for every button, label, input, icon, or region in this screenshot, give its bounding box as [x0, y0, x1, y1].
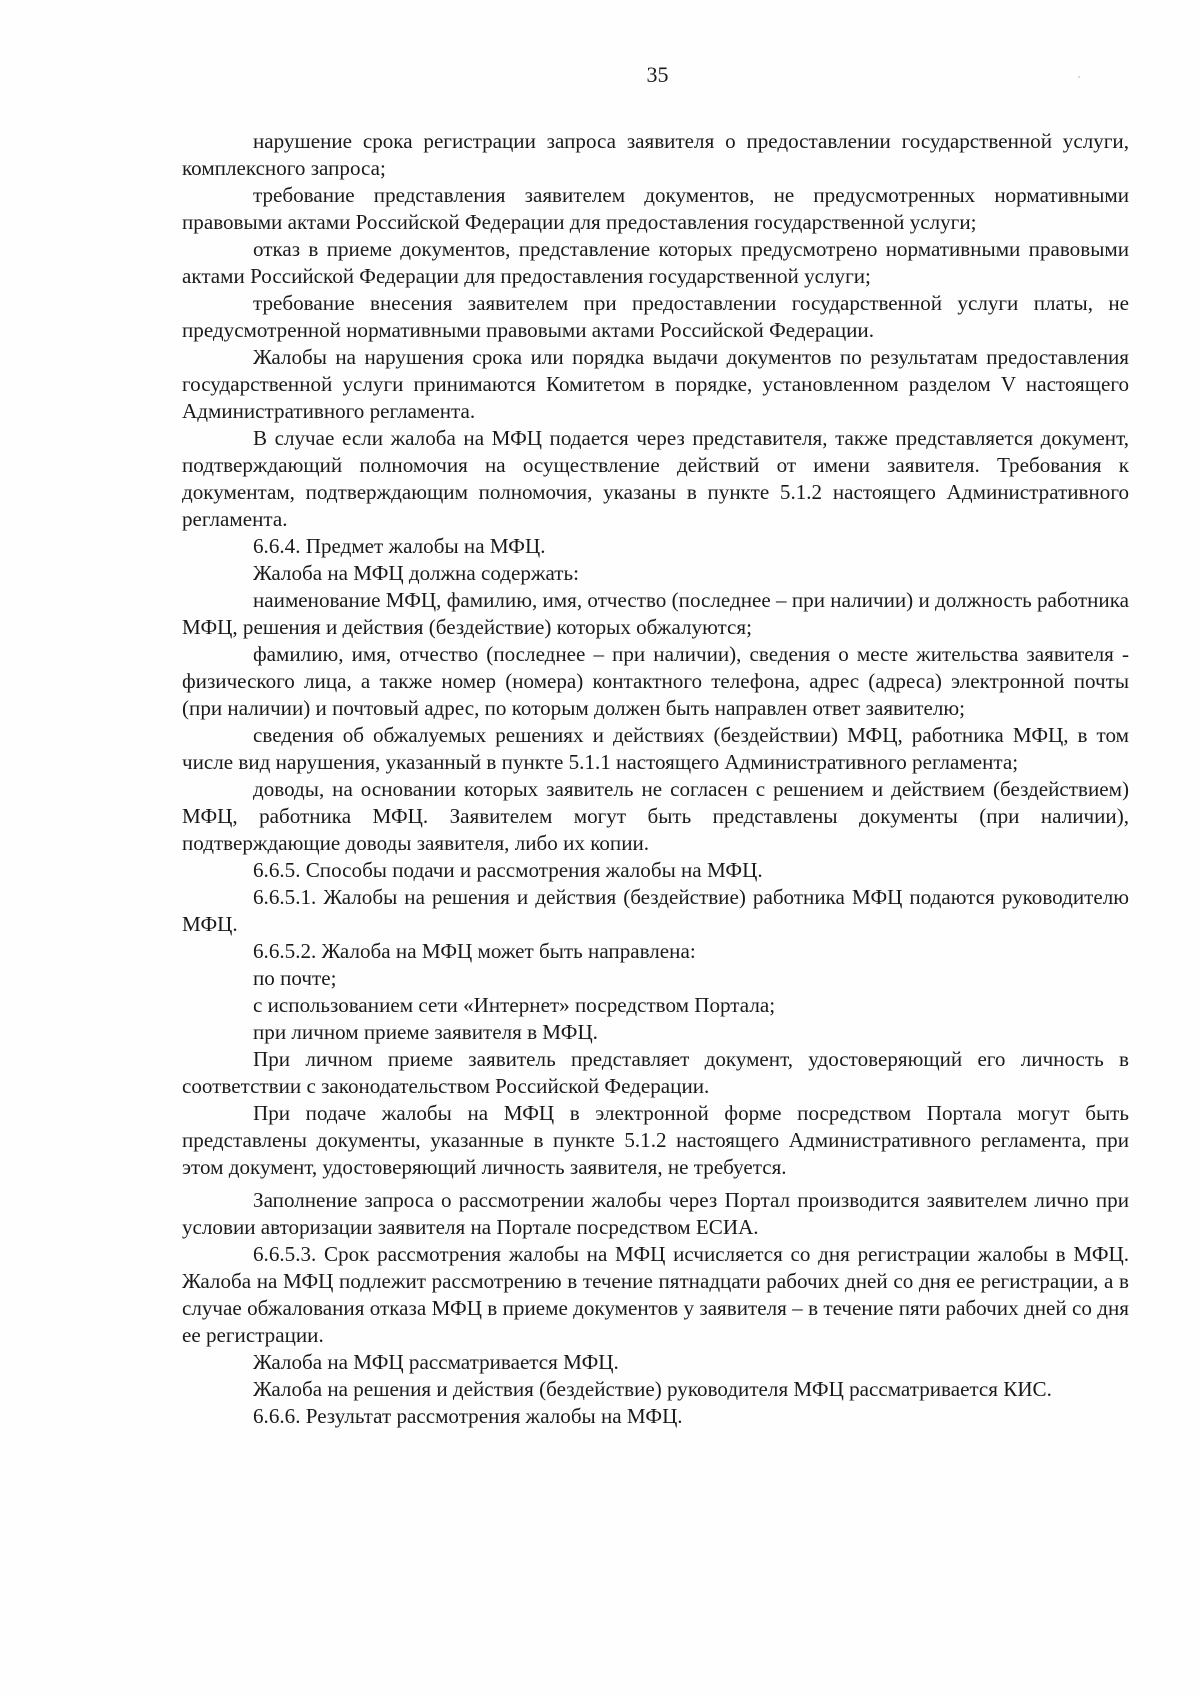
paragraph: Заполнение запроса о рассмотрении жалобы через Портал производится заявителем лично при условии авторизации заявителя на Портале посредством ЕСИА.: [182, 1188, 1129, 1239]
list-item: наименование МФЦ, фамилию, имя, отчество (последнее – при наличии) и должность работника МФЦ, решения и действия (бездействие) которых обжалуются;: [182, 588, 1129, 639]
paragraph: 6.6.5.3. Срок рассмотрения жалобы на МФЦ исчисляется со дня регистрации жалобы в МФЦ. Жалоба на МФЦ подлежит рассмотрению в течение пятнадцати рабочих дней со дня ее регистрации, а в случае обжалования отказа МФЦ в приеме документов у заявителя – в течение пяти рабочих дней со дня ее регистрации.: [182, 1242, 1129, 1347]
list-item: доводы, на основании которых заявитель не согласен с решением и действием (бездействием) МФЦ, работника МФЦ. Заявителем могут быть представлены документы (при наличии), подтверждающие доводы заявителя, либо их копии.: [182, 777, 1129, 855]
list-item: с использованием сети «Интернет» посредством Портала;: [253, 993, 776, 1017]
paragraph: При подаче жалобы на МФЦ в электронной форме посредством Портала могут быть представлены документы, указанные в пункте 5.1.2 настоящего Административного регламента, при этом документ, удостоверяющий личность заявителя, не требуется.: [182, 1101, 1129, 1179]
list-item: сведения об обжалуемых решениях и действиях (бездействии) МФЦ, работника МФЦ, в том числе вид нарушения, указанный в пункте 5.1.1 настоящего Административного регламента;: [182, 723, 1129, 774]
paragraph: требование внесения заявителем при предоставлении государственной услуги платы, не предусмотренной нормативными правовыми актами Российской Федерации.: [182, 291, 1129, 342]
paragraph: Жалоба на МФЦ должна содержать:: [253, 561, 579, 585]
section-heading: 6.6.6. Результат рассмотрения жалобы на МФЦ.: [253, 1404, 683, 1428]
paragraph: 6.6.5.2. Жалоба на МФЦ может быть направлена:: [253, 939, 696, 963]
document-body: [182, 128, 1129, 1430]
paragraph: В случае если жалоба на МФЦ подается через представителя, также представляется документ, подтверждающий полномочия на осуществление действий от имени заявителя. Требования к документам, подтверждающим полномочия, указаны в пункте 5.1.2 настоящего Административного регламента.: [182, 426, 1129, 531]
paragraph: Жалоба на МФЦ рассматривается МФЦ.: [253, 1350, 619, 1374]
page-number: 35: [646, 62, 669, 87]
paragraph: отказ в приеме документов, представление которых предусмотрено нормативными правовыми актами Российской Федерации для предоставления государственной услуги;: [182, 237, 1129, 288]
paragraph: требование представления заявителем документов, не предусмотренных нормативными правовыми актами Российской Федерации для предоставления государственной услуги;: [182, 183, 1129, 234]
paragraph: Жалоба на решения и действия (бездействие) руководителя МФЦ рассматривается КИС.: [253, 1377, 1052, 1401]
list-item: фамилию, имя, отчество (последнее – при наличии), сведения о месте жительства заявителя - физического лица, а также номер (номера) контактного телефона, адрес (адреса) электронной почты (при наличии) и почтовый адрес, по которым должен быть направлен ответ заявителю;: [182, 642, 1129, 720]
section-heading: 6.6.5. Способы подачи и рассмотрения жалобы на МФЦ.: [253, 858, 763, 882]
list-item: при личном приеме заявителя в МФЦ.: [253, 1020, 598, 1044]
section-heading: 6.6.4. Предмет жалобы на МФЦ.: [253, 534, 546, 558]
paragraph: нарушение срока регистрации запроса заявителя о предоставлении государственной услуги, комплексного запроса;: [182, 129, 1129, 180]
paragraph: При личном приеме заявитель представляет документ, удостоверяющий его личность в соответствии с законодательством Российской Федерации.: [182, 1047, 1129, 1098]
paragraph: Жалобы на нарушения срока или порядка выдачи документов по результатам предоставления государственной услуги принимаются Комитетом в порядке, установленном разделом V настоящего Административного регламента.: [182, 345, 1129, 423]
list-item: по почте;: [253, 966, 337, 990]
paragraph: 6.6.5.1. Жалобы на решения и действия (бездействие) работника МФЦ подаются руководителю МФЦ.: [182, 885, 1129, 936]
